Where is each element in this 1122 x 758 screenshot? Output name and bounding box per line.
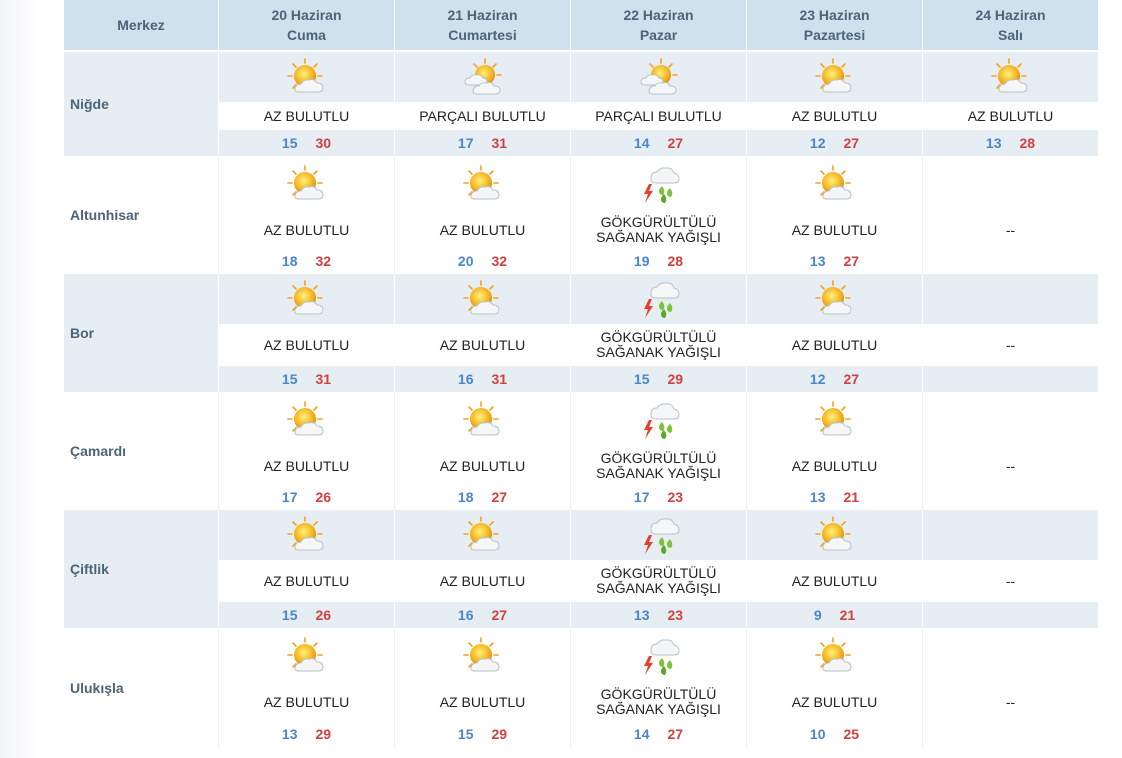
min-temp: 13 — [281, 726, 298, 742]
weather-description — [923, 102, 1098, 130]
weather-description — [395, 560, 570, 602]
thunderstorm-icon — [571, 510, 746, 560]
forecast-cell — [746, 156, 922, 274]
forecast-cell — [218, 392, 394, 510]
weather-description — [219, 560, 394, 602]
forecast-cell — [922, 392, 1098, 510]
partly-cloudy-icon — [395, 52, 570, 102]
weather-description — [219, 324, 394, 366]
weather-description — [219, 448, 394, 484]
header-day-2 — [394, 0, 570, 50]
weather-description-text: AZ BULUTLU — [791, 221, 878, 238]
weather-description — [395, 102, 570, 130]
max-temp: 32 — [315, 253, 332, 269]
forecast-rows — [64, 52, 1098, 748]
empty-forecast: -- — [1005, 693, 1016, 710]
max-temp: 29 — [491, 726, 508, 742]
temperature-range — [747, 484, 922, 510]
region-name: Niğde — [70, 96, 109, 112]
max-temp: 31 — [491, 135, 508, 151]
weather-description-text: AZ BULUTLU — [791, 107, 878, 124]
table-row — [64, 274, 1098, 392]
temperature-range — [395, 484, 570, 510]
weather-description-text: AZ BULUTLU — [791, 572, 878, 589]
temperature-range — [571, 248, 746, 274]
forecast-cell — [570, 274, 746, 392]
header-day-1 — [218, 0, 394, 50]
icon-area — [923, 510, 1098, 560]
weather-description — [219, 102, 394, 130]
min-temp: 15 — [281, 135, 298, 151]
temperature-range — [571, 602, 746, 628]
weather-description-text: AZ BULUTLU — [263, 107, 350, 124]
max-temp: 28 — [667, 253, 684, 269]
min-temp: 12 — [809, 371, 826, 387]
temperature-range — [219, 602, 394, 628]
max-temp: 23 — [667, 489, 684, 505]
sun-cloud-icon — [747, 628, 922, 684]
weather-description — [395, 212, 570, 248]
weather-description — [219, 212, 394, 248]
max-temp: 27 — [667, 726, 684, 742]
max-temp: 29 — [667, 371, 684, 387]
weather-description-text: AZ BULUTLU — [791, 336, 878, 353]
weather-description-text: AZ BULUTLU — [967, 107, 1054, 124]
sun-cloud-icon — [395, 628, 570, 684]
max-temp: 32 — [491, 253, 508, 269]
sun-cloud-icon — [747, 392, 922, 448]
weather-description-text: AZ BULUTLU — [439, 221, 526, 238]
temperature-range — [395, 366, 570, 392]
partly-cloudy-icon — [571, 52, 746, 102]
min-temp: 15 — [281, 371, 298, 387]
forecast-cell — [218, 274, 394, 392]
forecast-table — [64, 0, 1098, 758]
max-temp: 31 — [315, 371, 332, 387]
forecast-cell — [570, 52, 746, 156]
weather-description-text: GÖKGÜRÜLTÜLÜ SAĞANAK YAĞIŞLI — [596, 329, 721, 360]
temperature-range — [219, 484, 394, 510]
header-date: 22 Haziran — [623, 7, 694, 23]
forecast-cell — [218, 52, 394, 156]
min-temp: 15 — [633, 371, 650, 387]
weather-description-text: GÖKGÜRÜLTÜLÜ SAĞANAK YAĞIŞLI — [596, 214, 721, 245]
forecast-cell — [746, 274, 922, 392]
header-weekday: Salı — [998, 27, 1023, 43]
thunderstorm-icon — [571, 392, 746, 448]
max-temp: 26 — [315, 607, 332, 623]
sun-cloud-icon — [219, 274, 394, 324]
temps-area — [923, 602, 1098, 628]
temperature-range — [395, 602, 570, 628]
temperature-range — [571, 720, 746, 748]
weather-description-text: AZ BULUTLU — [439, 457, 526, 474]
header-day-4 — [746, 0, 922, 50]
min-temp: 14 — [633, 726, 650, 742]
min-temp: 18 — [457, 489, 474, 505]
region-name: Altunhisar — [70, 207, 140, 223]
forecast-cell — [394, 628, 570, 748]
table-row — [64, 156, 1098, 274]
min-temp: 14 — [633, 135, 650, 151]
max-temp: 21 — [843, 489, 860, 505]
temperature-range — [395, 130, 570, 156]
weather-description — [395, 324, 570, 366]
forecast-cell — [922, 628, 1098, 748]
sun-cloud-icon — [747, 52, 922, 102]
sun-cloud-icon — [395, 392, 570, 448]
table-header — [64, 0, 1098, 50]
forecast-cell — [570, 510, 746, 628]
weather-description — [571, 560, 746, 602]
max-temp: 27 — [843, 135, 860, 151]
temperature-range — [219, 248, 394, 274]
header-date: 24 Haziran — [975, 7, 1046, 23]
weather-description — [747, 448, 922, 484]
sun-cloud-icon — [923, 52, 1098, 102]
icon-area — [923, 274, 1098, 324]
min-temp: 18 — [281, 253, 298, 269]
sun-cloud-icon — [219, 628, 394, 684]
forecast-cell — [570, 156, 746, 274]
header-weekday: Pazar — [639, 27, 678, 43]
forecast-cell — [218, 628, 394, 748]
forecast-cell — [394, 52, 570, 156]
thunderstorm-icon — [571, 156, 746, 212]
weather-description — [395, 448, 570, 484]
header-weekday: Cuma — [287, 27, 326, 43]
min-temp: 12 — [809, 135, 826, 151]
region-name: Çiftlik — [70, 561, 109, 577]
sun-cloud-icon — [395, 156, 570, 212]
min-temp: 17 — [281, 489, 298, 505]
table-row — [64, 392, 1098, 510]
max-temp: 25 — [843, 726, 860, 742]
sun-cloud-icon — [747, 274, 922, 324]
forecast-cell — [394, 156, 570, 274]
weather-description-text: AZ BULUTLU — [439, 572, 526, 589]
forecast-cell — [746, 392, 922, 510]
max-temp: 28 — [1019, 135, 1036, 151]
temperature-range — [747, 366, 922, 392]
temperature-range — [571, 366, 746, 392]
region-name: Ulukışla — [70, 680, 124, 696]
sun-cloud-icon — [395, 274, 570, 324]
forecast-cell — [746, 628, 922, 748]
sun-cloud-icon — [747, 510, 922, 560]
temperature-range — [747, 130, 922, 156]
min-temp: 19 — [633, 253, 650, 269]
min-temp: 15 — [281, 607, 298, 623]
table-row — [64, 628, 1098, 748]
weather-description — [747, 560, 922, 602]
empty-forecast: -- — [923, 560, 1098, 602]
weather-description — [571, 448, 746, 484]
forecast-cell — [570, 628, 746, 748]
weather-description-text: PARÇALI BULUTLU — [419, 107, 546, 124]
temperature-range — [219, 720, 394, 748]
sun-cloud-icon — [747, 156, 922, 212]
empty-forecast: -- — [923, 324, 1098, 366]
forecast-cell — [394, 510, 570, 628]
max-temp: 27 — [667, 135, 684, 151]
sun-cloud-icon — [219, 510, 394, 560]
header-region-label — [64, 0, 218, 50]
weather-description — [747, 102, 922, 130]
forecast-cell — [218, 510, 394, 628]
temperature-range — [747, 248, 922, 274]
weather-description-text: AZ BULUTLU — [791, 693, 878, 710]
max-temp: 27 — [491, 607, 508, 623]
weather-description-text: GÖKGÜRÜLTÜLÜ SAĞANAK YAĞIŞLI — [596, 450, 721, 481]
weather-description — [571, 102, 746, 130]
max-temp: 30 — [315, 135, 332, 151]
weather-description-text: AZ BULUTLU — [263, 693, 350, 710]
max-temp: 27 — [843, 371, 860, 387]
weather-description — [571, 324, 746, 366]
sun-cloud-icon — [219, 392, 394, 448]
weather-description-text: AZ BULUTLU — [791, 457, 878, 474]
temps-area — [923, 366, 1098, 392]
table-row — [64, 52, 1098, 156]
forecast-cell — [570, 392, 746, 510]
thunderstorm-icon — [571, 628, 746, 684]
weather-description — [747, 324, 922, 366]
forecast-cell — [922, 510, 1098, 628]
min-temp: 16 — [457, 371, 474, 387]
min-temp: 13 — [985, 135, 1002, 151]
min-temp: 17 — [457, 135, 474, 151]
weather-description-text: AZ BULUTLU — [263, 572, 350, 589]
min-temp: 10 — [809, 726, 826, 742]
weather-description — [395, 684, 570, 720]
forecast-cell — [746, 52, 922, 156]
weather-description-text: AZ BULUTLU — [439, 693, 526, 710]
temperature-range — [395, 720, 570, 748]
header-date: 23 Haziran — [799, 7, 870, 23]
weather-description-text: PARÇALI BULUTLU — [595, 107, 722, 124]
temperature-range — [923, 130, 1098, 156]
forecast-cell — [922, 274, 1098, 392]
region-name: Bor — [70, 325, 95, 341]
min-temp: 16 — [457, 607, 474, 623]
forecast-cell — [922, 52, 1098, 156]
min-temp: 17 — [633, 489, 650, 505]
thunderstorm-icon — [571, 274, 746, 324]
table-row — [64, 510, 1098, 628]
min-temp: 13 — [633, 607, 650, 623]
weather-description-text: GÖKGÜRÜLTÜLÜ SAĞANAK YAĞIŞLI — [596, 565, 721, 596]
sun-cloud-icon — [395, 510, 570, 560]
temperature-range — [571, 484, 746, 510]
header-day-5 — [922, 0, 1098, 50]
max-temp: 29 — [315, 726, 332, 742]
min-temp: 15 — [457, 726, 474, 742]
temperature-range — [747, 720, 922, 748]
region-name: Çamardı — [70, 443, 127, 459]
weather-description-text: AZ BULUTLU — [439, 336, 526, 353]
header-weekday: Cumartesi — [448, 27, 517, 43]
min-temp: 13 — [809, 489, 826, 505]
weather-description — [747, 212, 922, 248]
min-temp: 13 — [809, 253, 826, 269]
max-temp: 31 — [491, 371, 508, 387]
temperature-range — [395, 248, 570, 274]
empty-forecast: -- — [1005, 457, 1016, 474]
weather-description — [571, 212, 746, 248]
temperature-range — [219, 366, 394, 392]
temperature-range — [571, 130, 746, 156]
weather-description-text: AZ BULUTLU — [263, 336, 350, 353]
forecast-cell — [746, 510, 922, 628]
weather-description — [571, 684, 746, 720]
forecast-cell — [394, 274, 570, 392]
header-date: 21 Haziran — [447, 7, 518, 23]
min-temp: 9 — [813, 607, 822, 623]
max-temp: 27 — [843, 253, 860, 269]
min-temp: 20 — [457, 253, 474, 269]
weather-description — [219, 684, 394, 720]
weather-description-text: GÖKGÜRÜLTÜLÜ SAĞANAK YAĞIŞLI — [596, 686, 721, 717]
sun-cloud-icon — [219, 156, 394, 212]
max-temp: 26 — [315, 489, 332, 505]
temperature-range — [219, 130, 394, 156]
temperature-range — [747, 602, 922, 628]
max-temp: 21 — [839, 607, 856, 623]
forecast-cell — [218, 156, 394, 274]
max-temp: 27 — [491, 489, 508, 505]
max-temp: 23 — [667, 607, 684, 623]
forecast-cell — [922, 156, 1098, 274]
sun-cloud-icon — [219, 52, 394, 102]
empty-forecast: -- — [1005, 221, 1016, 238]
forecast-cell — [394, 392, 570, 510]
weather-description-text: AZ BULUTLU — [263, 457, 350, 474]
header-region-text: Merkez — [117, 17, 165, 33]
header-date: 20 Haziran — [271, 7, 342, 23]
weather-description — [747, 684, 922, 720]
header-weekday: Pazartesi — [803, 27, 866, 43]
header-day-3 — [570, 0, 746, 50]
weather-description-text: AZ BULUTLU — [263, 221, 350, 238]
